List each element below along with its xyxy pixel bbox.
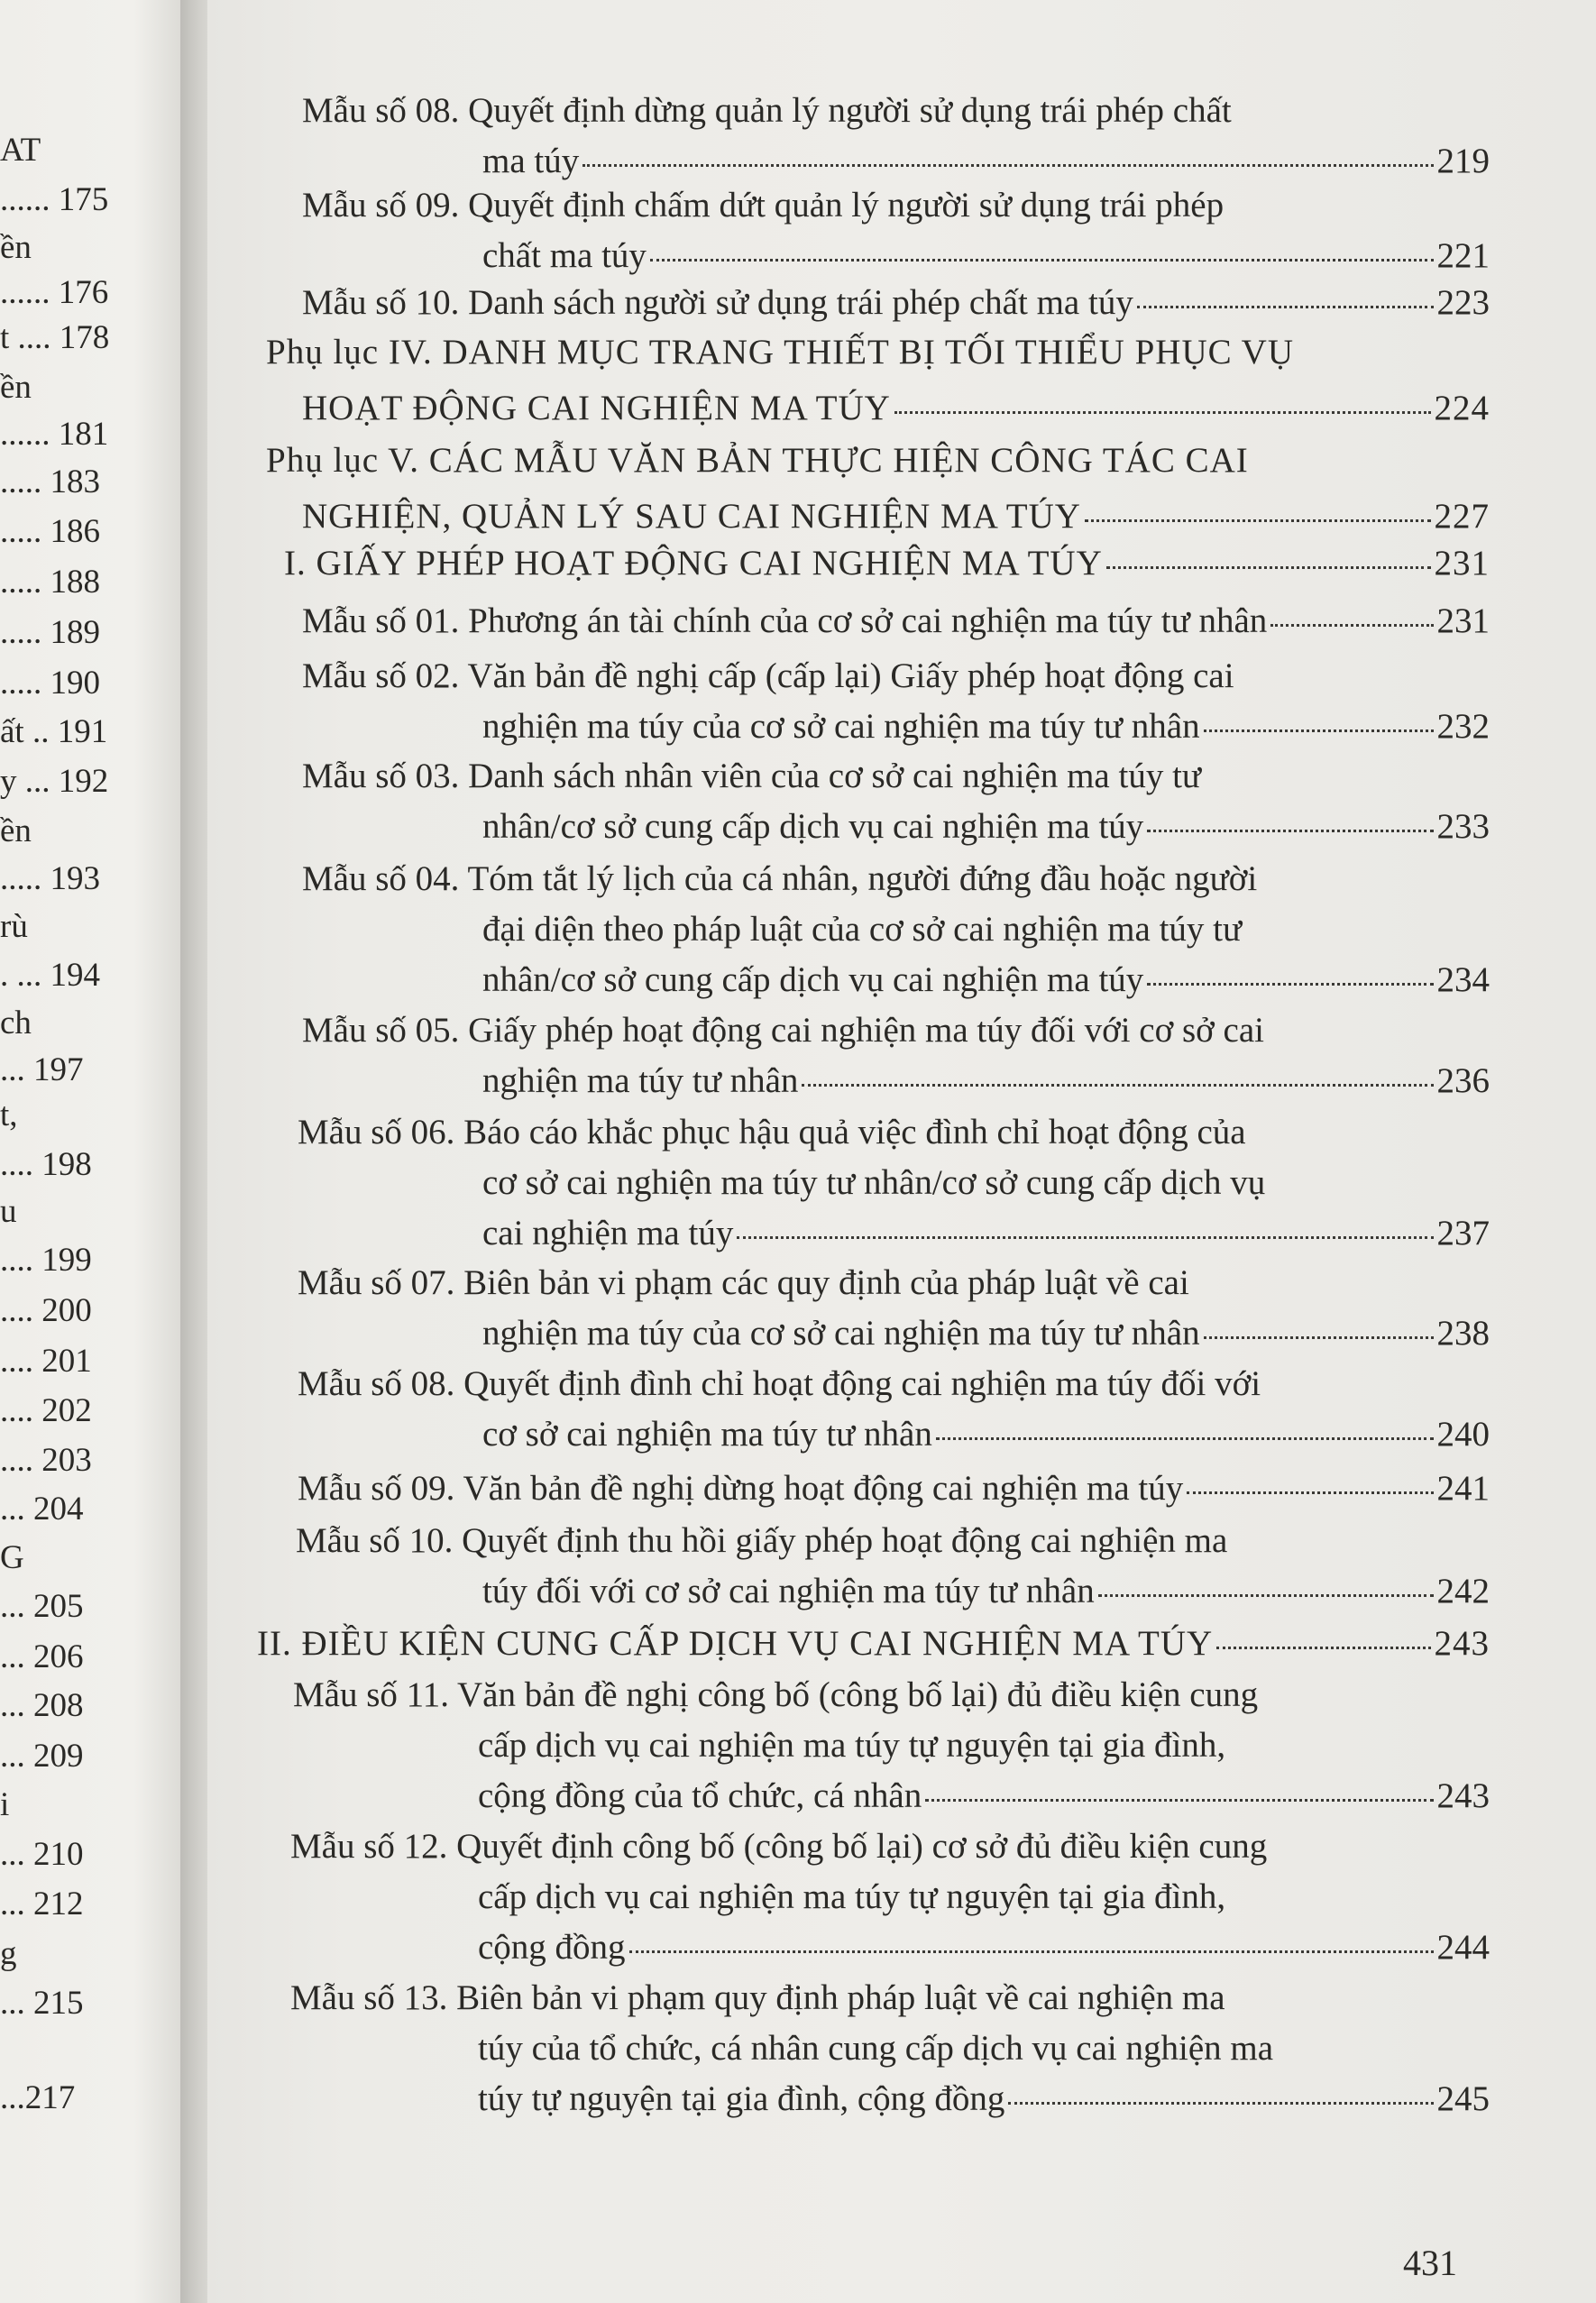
toc-entry-page-number: 241: [1436, 1469, 1490, 1508]
dot-leader: [894, 411, 1431, 414]
toc-entry-title: NGHIỆN, QUẢN LÝ SAU CAI NGHIỆN MA TÚY: [302, 497, 1081, 536]
dot-leader: [650, 259, 1434, 261]
toc-entry-text-line: Mẫu số 04. Tóm tắt lý lịch của cá nhân, người đứng đầu hoặc người: [302, 859, 1258, 898]
left-toc-fragment: ... 212: [0, 1886, 84, 1922]
left-toc-fragment: t .... 178: [0, 319, 110, 356]
toc-entry-title: nhân/cơ sở cung cấp dịch vụ cai nghiện ma túy: [482, 807, 1144, 846]
toc-entry-last-line: [302, 496, 1490, 537]
page-number: 431: [1403, 2243, 1457, 2283]
toc-entry-page-number: 232: [1436, 707, 1490, 746]
toc-entry-title: nghiện ma túy tư nhân: [482, 1061, 799, 1100]
left-toc-fragment: ch: [0, 1005, 32, 1041]
toc-entry-text-line: Mẫu số 07. Biên bản vi phạm các quy định của pháp luật về cai: [298, 1263, 1189, 1302]
dot-leader: [802, 1084, 1433, 1087]
toc-entry-title: Mẫu số 10. Danh sách người sử dụng trái phép chất ma túy: [302, 283, 1133, 322]
left-toc-fragment: ... 210: [0, 1836, 84, 1873]
left-toc-fragment: ền: [0, 812, 32, 849]
left-toc-fragment: ... 204: [0, 1491, 84, 1528]
left-toc-fragment: ...... 181: [0, 416, 109, 453]
toc-entry-page-number: 223: [1436, 283, 1490, 322]
dot-leader: [1270, 624, 1433, 627]
left-toc-fragment: ... 209: [0, 1738, 84, 1775]
left-toc-fragment: rù: [0, 908, 28, 945]
left-toc-fragment: ..... 190: [0, 665, 100, 702]
left-toc-fragment: ..... 183: [0, 463, 100, 500]
toc-entry-last-line: [302, 282, 1490, 323]
toc-entry-last-line: [482, 141, 1490, 181]
left-toc-fragment: . ... 194: [0, 957, 100, 994]
dot-leader: [1008, 2102, 1433, 2105]
toc-entry-text-line: Phụ lục IV. DANH MỤC TRANG THIẾT BỊ TỐI THIỂU PHỤC VỤ: [266, 333, 1294, 372]
toc-entry-last-line: [482, 706, 1490, 747]
toc-entry-last-line: [257, 1623, 1490, 1664]
toc-entry-page-number: 243: [1436, 1776, 1490, 1815]
left-toc-fragment: u: [0, 1193, 17, 1230]
toc-entry-page-number: 231: [1436, 601, 1490, 640]
dot-leader: [1204, 729, 1434, 732]
toc-entry-last-line: [482, 1313, 1490, 1353]
toc-entry-page-number: 234: [1436, 960, 1490, 999]
toc-entry-text-line: cơ sở cai nghiện ma túy tư nhân/cơ sở cung cấp dịch vụ: [482, 1163, 1266, 1202]
left-toc-fragment: ... 205: [0, 1588, 84, 1625]
toc-entry-title: túy tự nguyện tại gia đình, cộng đồng: [478, 2079, 1005, 2118]
left-toc-fragment: i: [0, 1786, 10, 1823]
toc-entry-text-line: Mẫu số 05. Giấy phép hoạt động cai nghiện ma túy đối với cơ sở cai: [302, 1011, 1264, 1050]
left-toc-fragment: ..... 188: [0, 564, 100, 601]
toc-entry-text-line: cấp dịch vụ cai nghiện ma túy tự nguyện tại gia đình,: [478, 1726, 1226, 1765]
dot-leader: [1216, 1647, 1430, 1649]
left-toc-fragment: ất .. 191: [0, 713, 108, 750]
toc-entry-page-number: 231: [1434, 544, 1490, 583]
toc-entry-page-number: 244: [1436, 1928, 1490, 1967]
toc-entry-page-number: 237: [1436, 1214, 1490, 1252]
toc-entry-title: cơ sở cai nghiện ma túy tư nhân: [482, 1415, 932, 1454]
toc-entry-last-line: [478, 1775, 1490, 1816]
toc-entry-text-line: Mẫu số 02. Văn bản đề nghị cấp (cấp lại) Giấy phép hoạt động cai: [302, 656, 1234, 695]
toc-entry-text-line: túy của tổ chức, cá nhân cung cấp dịch vụ cai nghiện ma: [478, 2029, 1274, 2068]
toc-entry-page-number: 224: [1434, 389, 1490, 427]
left-toc-fragment: y ... 192: [0, 763, 109, 800]
toc-entry-text-line: Mẫu số 11. Văn bản đề nghị công bố (công bố lại) đủ điều kiện cung: [293, 1675, 1259, 1714]
left-toc-fragment: t,: [0, 1096, 18, 1133]
toc-entry-page-number: 242: [1436, 1572, 1490, 1610]
dot-leader: [737, 1236, 1433, 1239]
dot-leader: [1137, 306, 1434, 308]
left-toc-fragment: ền: [0, 369, 32, 406]
left-toc-fragment: .... 202: [0, 1392, 92, 1429]
left-toc-fragment: g: [0, 1935, 17, 1972]
toc-entry-text-line: Mẫu số 10. Quyết định thu hồi giấy phép hoạt động cai nghiện ma: [296, 1521, 1228, 1560]
left-toc-fragment: .... 201: [0, 1343, 92, 1380]
toc-entry-last-line: [482, 806, 1490, 847]
toc-entry-title: nhân/cơ sở cung cấp dịch vụ cai nghiện ma túy: [482, 960, 1144, 999]
dot-leader: [629, 1950, 1434, 1953]
toc-entry-text-line: đại diện theo pháp luật của cơ sở cai nghiện ma túy tư: [482, 910, 1243, 949]
toc-entry-text-line: Mẫu số 09. Quyết định chấm dứt quản lý người sử dụng trái phép: [302, 186, 1225, 225]
dot-leader: [1106, 566, 1431, 569]
dot-leader: [1147, 983, 1433, 986]
left-toc-fragment: G: [0, 1539, 24, 1576]
toc-entry-last-line: [482, 1060, 1490, 1101]
dot-leader: [925, 1799, 1433, 1802]
toc-entry-title: cộng đồng: [478, 1928, 626, 1967]
left-toc-fragment: ền: [0, 229, 32, 266]
left-toc-fragment: ... 197: [0, 1051, 84, 1088]
toc-entry-last-line: [482, 1414, 1490, 1454]
dot-leader: [1187, 1491, 1433, 1494]
toc-entry-last-line: [302, 601, 1490, 641]
toc-entry-title: nghiện ma túy của cơ sở cai nghiện ma túy tư nhân: [482, 707, 1200, 746]
toc-entry-last-line: [478, 2078, 1490, 2119]
toc-entry-last-line: [284, 543, 1490, 583]
toc-entry-title: túy đối với cơ sở cai nghiện ma túy tư nhân: [482, 1572, 1095, 1610]
toc-entry-last-line: [482, 959, 1490, 1000]
toc-entry-text-line: Mẫu số 06. Báo cáo khắc phục hậu quả việc đình chỉ hoạt động của: [298, 1113, 1246, 1152]
toc-entry-title: nghiện ma túy của cơ sở cai nghiện ma túy tư nhân: [482, 1314, 1200, 1353]
toc-entry-page-number: 240: [1436, 1415, 1490, 1454]
dot-leader: [1204, 1336, 1434, 1339]
left-toc-fragment: .... 200: [0, 1292, 92, 1329]
toc-entry-title: cai nghiện ma túy: [482, 1214, 734, 1252]
toc-entry-text-line: cấp dịch vụ cai nghiện ma túy tự nguyện tại gia đình,: [478, 1877, 1226, 1916]
dot-leader: [582, 164, 1433, 167]
toc-entry-title: II. ĐIỀU KIỆN CUNG CẤP DỊCH VỤ CAI NGHIỆN MA TÚY: [257, 1624, 1214, 1663]
dot-leader: [936, 1437, 1434, 1440]
toc-entry-title: Mẫu số 09. Văn bản đề nghị dừng hoạt động cai nghiện ma túy: [298, 1469, 1184, 1508]
left-toc-fragment: ...... 176: [0, 274, 109, 311]
toc-entry-last-line: [482, 1213, 1490, 1253]
toc-entry-page-number: 233: [1436, 807, 1490, 846]
toc-entry-page-number: 245: [1436, 2079, 1490, 2118]
toc-entry-page-number: 236: [1436, 1061, 1490, 1100]
left-toc-fragment: ..... 193: [0, 860, 100, 897]
left-toc-fragment: .... 198: [0, 1146, 92, 1183]
left-toc-fragment: ..... 189: [0, 614, 100, 651]
toc-entry-text-line: Mẫu số 12. Quyết định công bố (công bố lại) cơ sở đủ điều kiện cung: [290, 1827, 1268, 1866]
toc-entry-page-number: 227: [1434, 497, 1490, 536]
toc-entry-last-line: [482, 235, 1490, 276]
toc-entry-title: chất ma túy: [482, 236, 647, 275]
toc-entry-page-number: 243: [1434, 1624, 1490, 1663]
left-toc-fragment: ...217: [0, 2079, 76, 2116]
toc-entry-page-number: 221: [1436, 236, 1490, 275]
toc-entry-last-line: [478, 1927, 1490, 1968]
toc-entry-text-line: Mẫu số 03. Danh sách nhân viên của cơ sở cai nghiện ma túy tư: [302, 757, 1202, 795]
toc-entry-title: ma túy: [482, 142, 580, 180]
toc-entry-text-line: Mẫu số 08. Quyết định dừng quản lý người sử dụng trái phép chất: [302, 91, 1232, 130]
toc-entry-last-line: [482, 1571, 1490, 1611]
left-toc-fragment: .... 203: [0, 1442, 92, 1479]
toc-entry-text-line: Mẫu số 13. Biên bản vi phạm quy định pháp luật về cai nghiện ma: [290, 1978, 1225, 2017]
toc-entry-text-line: Mẫu số 08. Quyết định đình chỉ hoạt động cai nghiện ma túy đối với: [298, 1364, 1261, 1403]
left-toc-fragment: .... 199: [0, 1242, 92, 1279]
left-toc-fragment: AT: [0, 132, 41, 169]
toc-entry-title: I. GIẤY PHÉP HOẠT ĐỘNG CAI NGHIỆN MA TÚY: [284, 544, 1103, 583]
toc-entry-title: cộng đồng của tổ chức, cá nhân: [478, 1776, 922, 1815]
left-toc-fragment: ... 206: [0, 1638, 84, 1675]
toc-entry-last-line: [302, 388, 1490, 428]
toc-entry-title: Mẫu số 01. Phương án tài chính của cơ sở cai nghiện ma túy tư nhân: [302, 601, 1268, 640]
dot-leader: [1098, 1594, 1434, 1597]
left-toc-fragment: ..... 186: [0, 513, 100, 550]
left-toc-fragment: ... 208: [0, 1687, 84, 1724]
dot-leader: [1085, 519, 1431, 522]
left-toc-fragment: ...... 175: [0, 181, 109, 218]
toc-entry-title: HOẠT ĐỘNG CAI NGHIỆN MA TÚY: [302, 389, 891, 427]
toc-entry-page-number: 219: [1436, 142, 1490, 180]
left-toc-fragment: ... 215: [0, 1985, 84, 2022]
toc-entry-page-number: 238: [1436, 1314, 1490, 1353]
toc-entry-text-line: Phụ lục V. CÁC MẪU VĂN BẢN THỰC HIỆN CÔNG TÁC CAI: [266, 441, 1249, 480]
dot-leader: [1147, 830, 1433, 832]
toc-entry-last-line: [298, 1468, 1490, 1509]
